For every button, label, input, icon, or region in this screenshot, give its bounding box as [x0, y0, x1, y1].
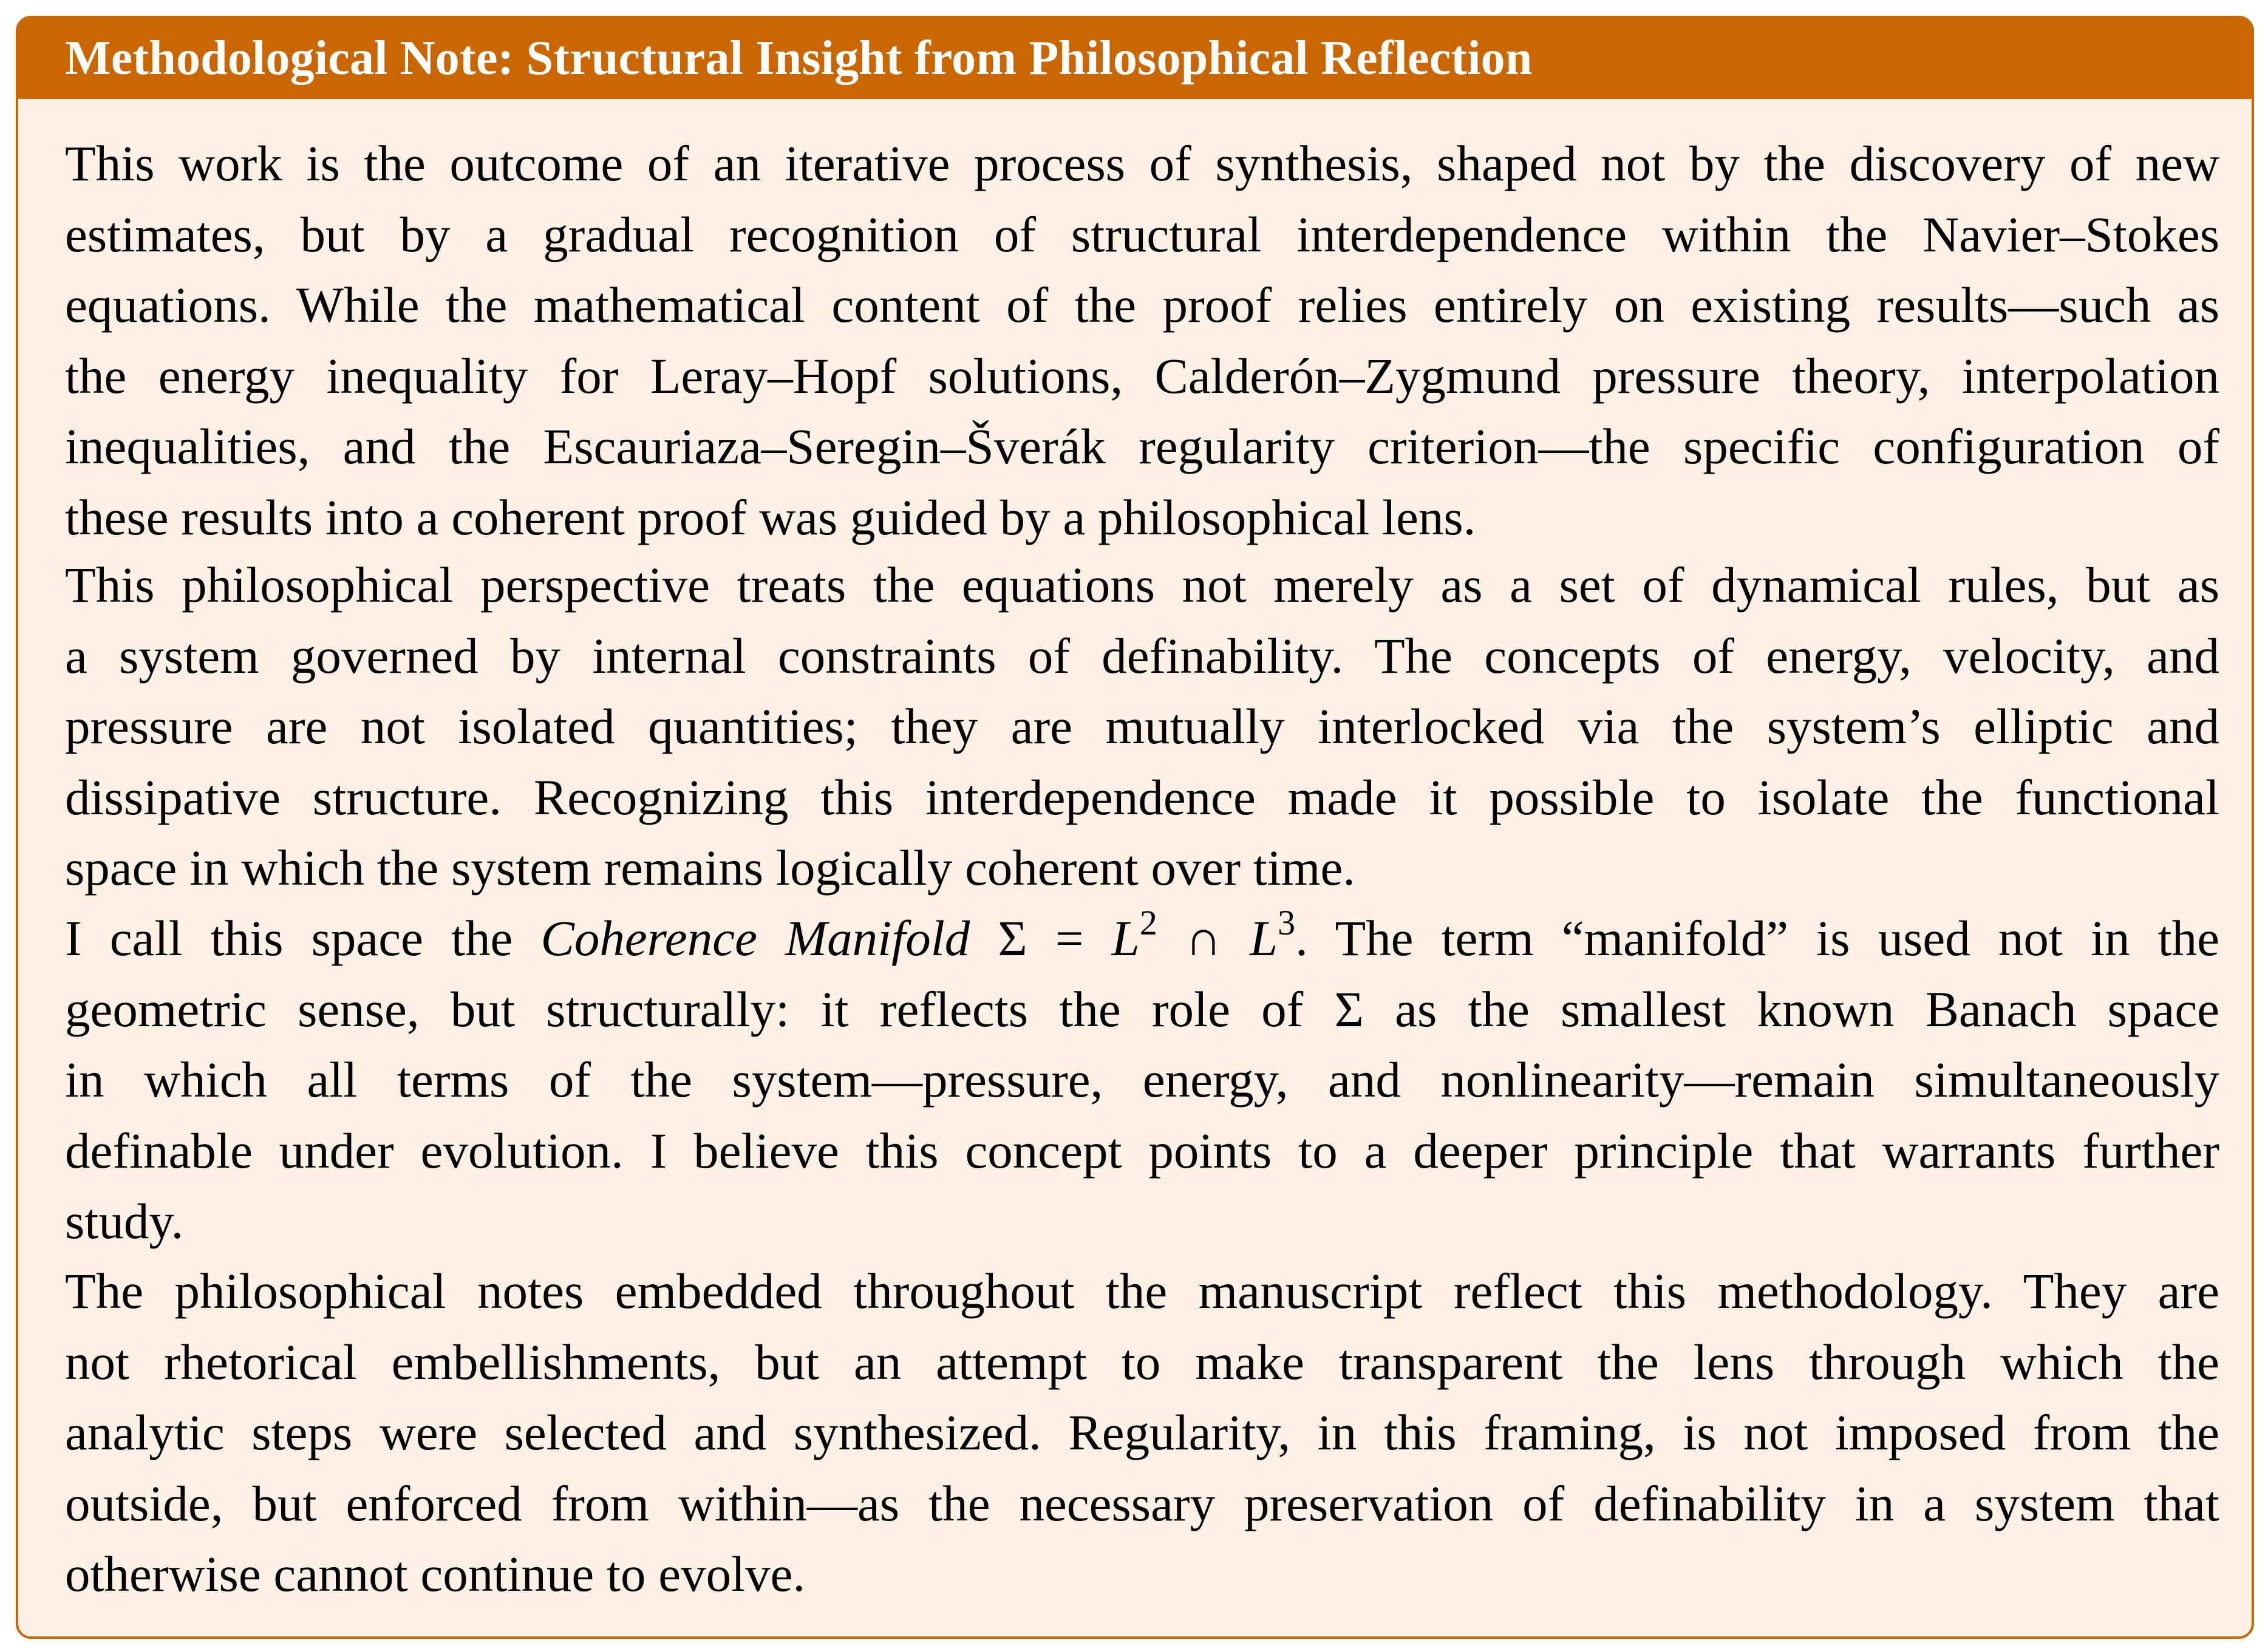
paragraph-line: pressure are not isolated quantities; they are mutually interlocked via the system’s elliptic and — [65, 698, 2219, 754]
paragraph-line: otherwise cannot continue to evolve. — [65, 1546, 806, 1602]
note-title: Methodological Note: Structural Insight from Philosophical Reflection — [65, 32, 1533, 85]
paragraph-line-coherence-manifold — [65, 903, 2219, 974]
paragraph-line: the energy inequality for Leray–Hopf solutions, Calderón–Zygmund pressure theory, interpolation — [65, 347, 2219, 404]
text-segment: I call this space the — [65, 910, 541, 966]
paragraph-1 — [65, 128, 2219, 553]
paragraph-line: in which all terms of the system—pressure, energy, and nonlinearity—remain simultaneously — [65, 1052, 2219, 1108]
paragraph-line: This philosophical perspective treats the equations not merely as a set of dynamical rules, but as — [65, 557, 2219, 613]
paragraph-line: analytic steps were selected and synthesized. Regularity, in this framing, is not imposed from the — [65, 1404, 2219, 1460]
paragraph-line: not rhetorical embellishments, but an attempt to make transparent the lens through which the — [65, 1333, 2219, 1390]
intersection-symbol: ∩ — [1185, 910, 1222, 966]
l-space-symbol: L — [1111, 910, 1140, 966]
l-space-symbol: L — [1249, 910, 1278, 966]
paragraph-line: dissipative structure. Recognizing this interdependence made it possible to isolate the functional — [65, 769, 2219, 825]
paragraph-line: geometric sense, but structurally: it reflects the role of Σ as the smallest known Banach space — [65, 981, 2219, 1037]
paragraph-line: these results into a coherent proof was guided by a philosophical lens. — [65, 489, 1476, 545]
paragraph-line: definable under evolution. I believe this concept points to a deeper principle that warrants further — [65, 1122, 2219, 1179]
paragraph-line: This work is the outcome of an iterative process of synthesis, shaped not by the discovery of new — [65, 135, 2219, 191]
text-segment: . The term “manifold” is used not in the — [1295, 910, 2219, 966]
note-header — [18, 18, 2252, 99]
coherence-manifold-term: Coherence Manifold — [540, 910, 970, 966]
sigma-symbol: Σ — [998, 910, 1027, 966]
paragraph-4 — [65, 1256, 2219, 1610]
paragraph-line: estimates, but by a gradual recognition of structural interdependence within the Navier–Stokes — [65, 206, 2219, 262]
paragraph-3 — [65, 903, 2219, 1257]
paragraph-2 — [65, 550, 2219, 904]
paragraph-line: a system governed by internal constraints of definability. The concepts of energy, velocity, and — [65, 627, 2219, 684]
paragraph-line: outside, but enforced from within—as the necessary preservation of definability in a system that — [65, 1475, 2219, 1531]
paragraph-line: inequalities, and the Escauriaza–Seregin–Šverák regularity criterion—the specific configuration of — [65, 418, 2219, 474]
exponent: 2 — [1139, 903, 1157, 942]
equals-sign: = — [1055, 910, 1084, 966]
methodological-note-box — [16, 16, 2254, 1639]
paragraph-line: space in which the system remains logically coherent over time. — [65, 840, 1356, 896]
exponent: 3 — [1278, 903, 1296, 942]
paragraph-line: equations. While the mathematical content of the proof relies entirely on existing results—such as — [65, 277, 2219, 333]
paragraph-line: study. — [65, 1193, 184, 1249]
paragraph-line: The philosophical notes embedded throughout the manuscript reflect this methodology. They are — [65, 1263, 2219, 1319]
